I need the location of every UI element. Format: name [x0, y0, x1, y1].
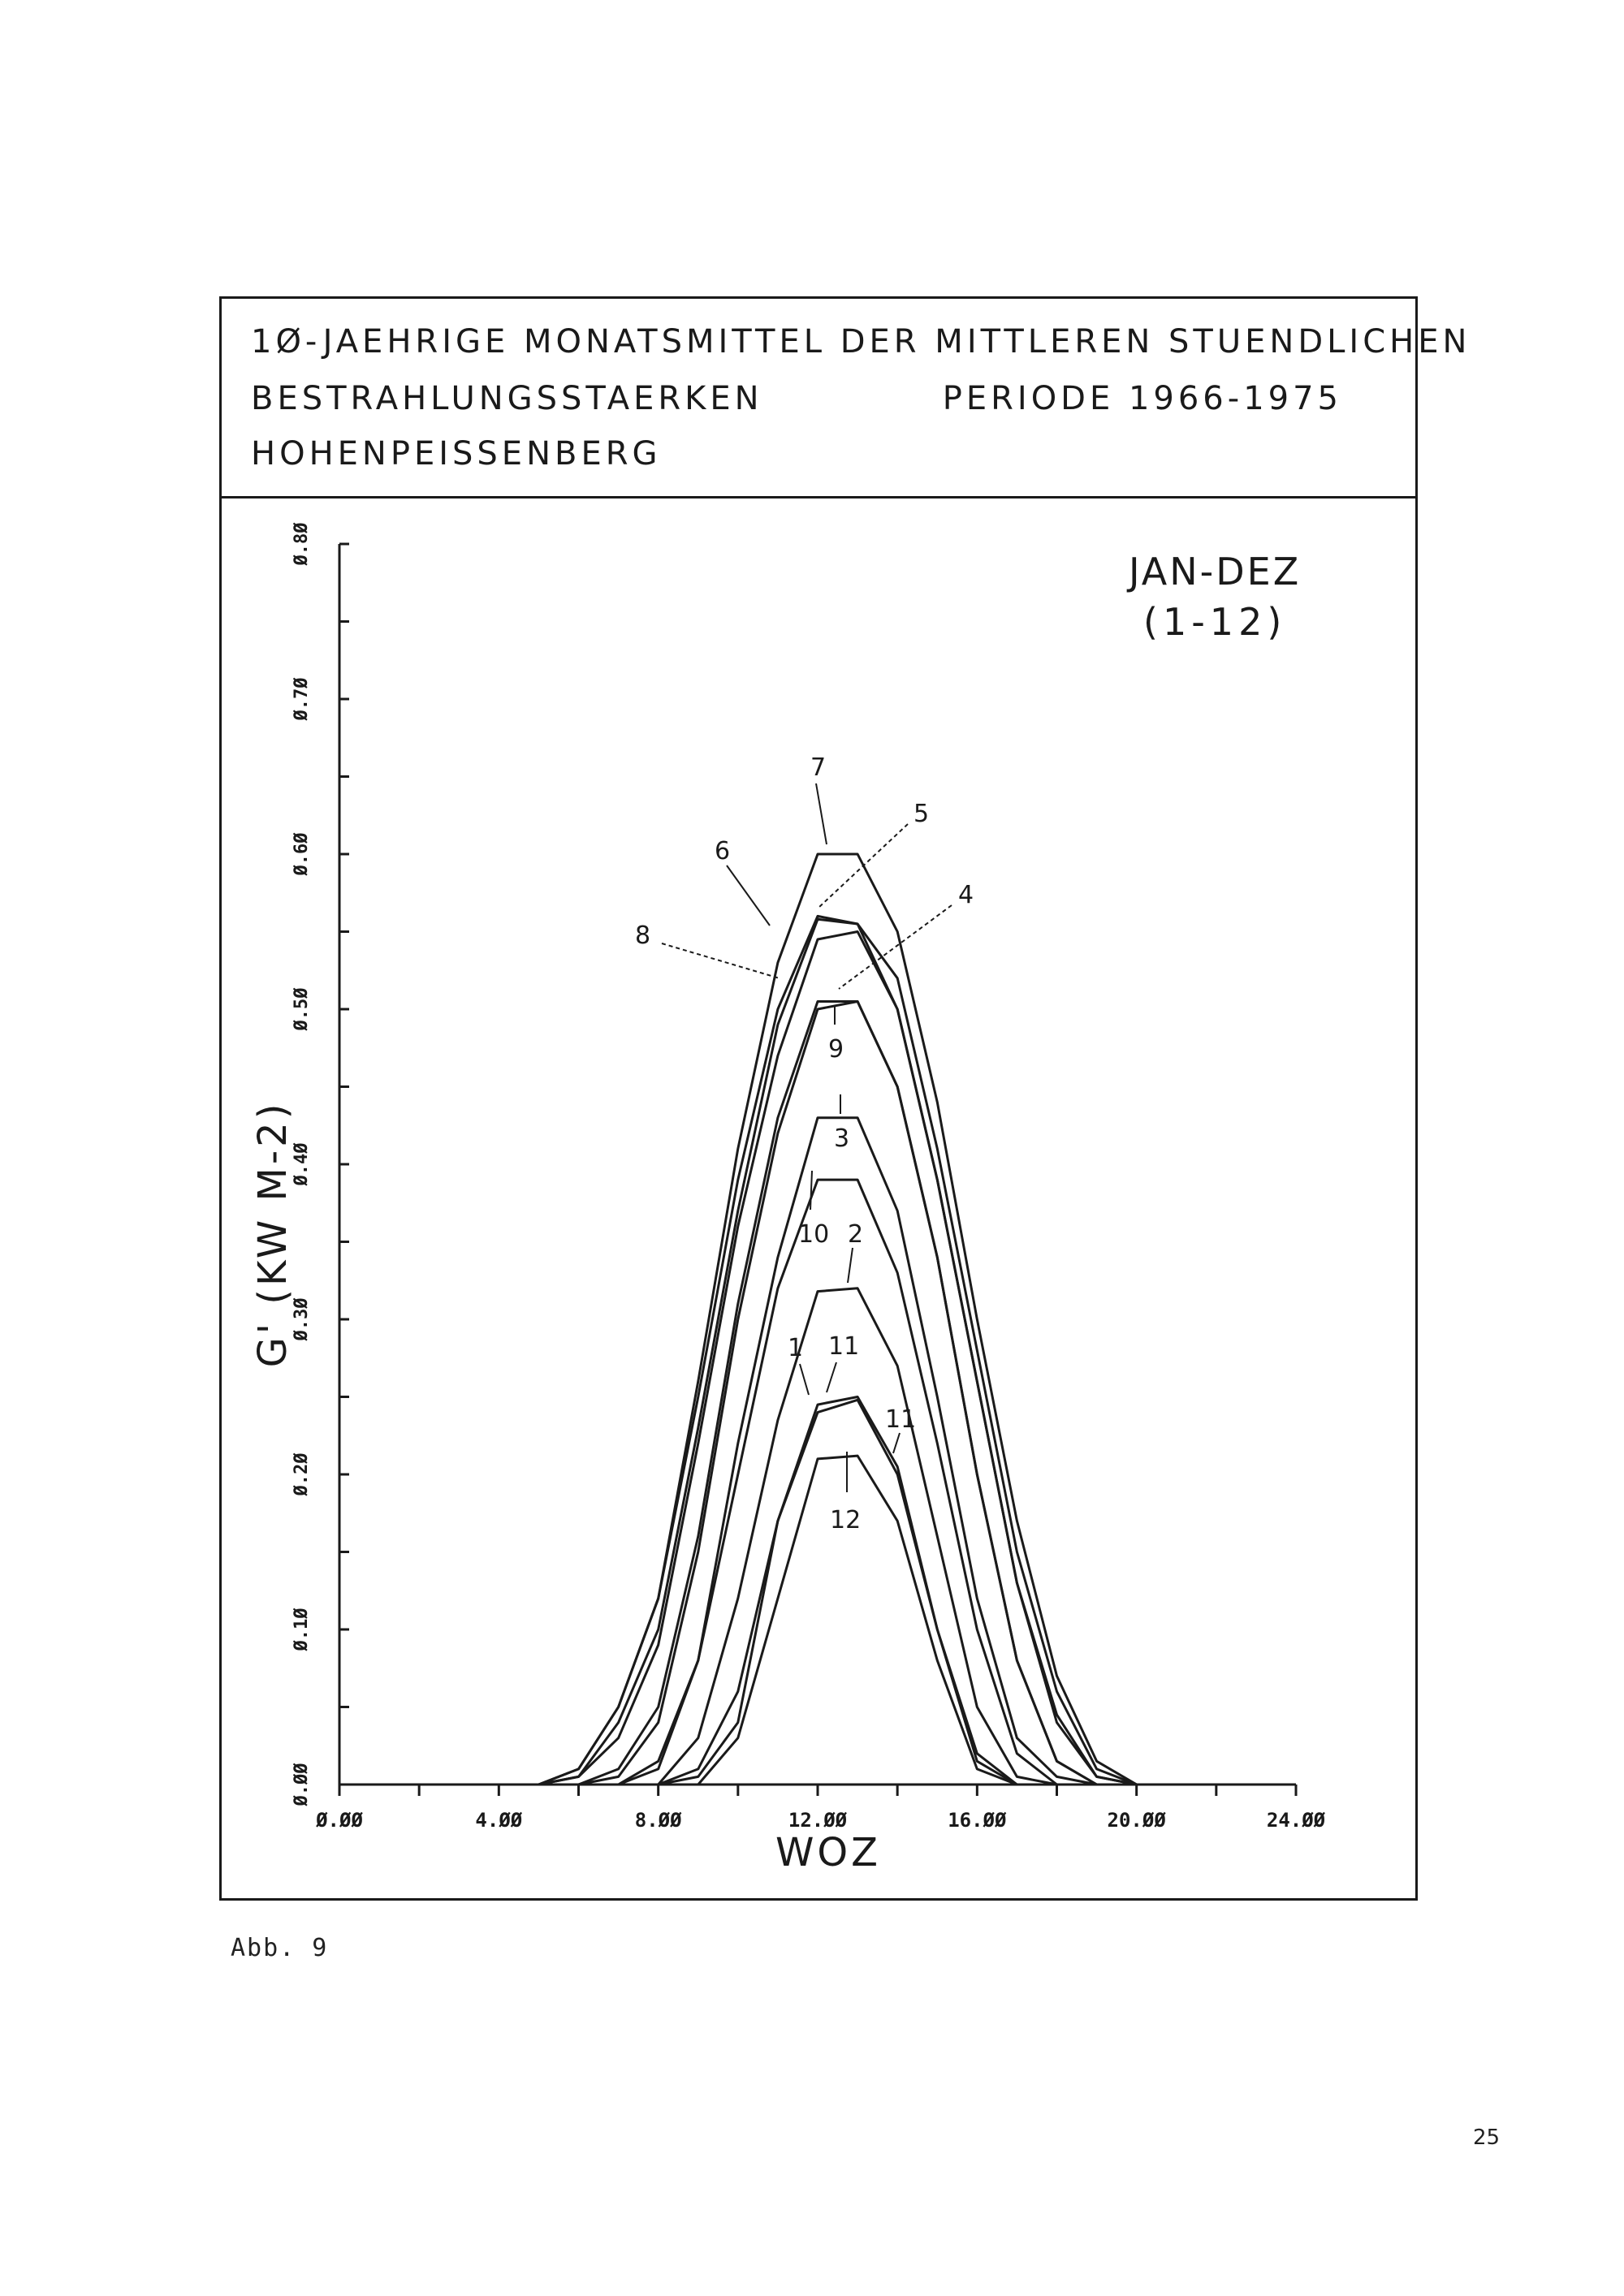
curve-label-leader: [800, 1364, 809, 1395]
curve-label-leader: [816, 783, 827, 844]
chart-curve-labels: [635, 753, 974, 1534]
y-tick-label: Ø.ØØ: [292, 1763, 312, 1806]
x-tick-label: 24.ØØ: [1266, 1809, 1326, 1832]
y-axis-label: G' (KW M-2): [250, 1100, 296, 1368]
y-tick-label: Ø.8Ø: [292, 522, 312, 566]
y-tick-label: Ø.3Ø: [292, 1297, 312, 1341]
x-tick-label: 16.ØØ: [948, 1809, 1007, 1832]
curve-label-11: 11: [828, 1332, 860, 1361]
title-line-3: HOHENPEISSENBERG: [251, 435, 662, 473]
curve-label-leader: [810, 1171, 812, 1210]
curve-label-6: 6: [715, 837, 731, 865]
figure-caption: Abb. 9: [231, 1934, 329, 1962]
series-line-3: [499, 1118, 1177, 1785]
y-tick-label: Ø.2Ø: [292, 1452, 312, 1496]
page-number: 25: [1473, 2126, 1501, 2150]
y-tick-label: Ø.1Ø: [292, 1608, 312, 1651]
x-axis-label: WOZ: [775, 1830, 882, 1875]
title-line-1: 1Ø-JAEHRIGE MONATSMITTEL DER MITTLEREN STUENDLICHEN: [251, 323, 1471, 360]
y-tick-label: Ø.6Ø: [292, 832, 312, 876]
x-tick-label: 20.ØØ: [1107, 1809, 1166, 1832]
chart-curves: [499, 854, 1177, 1785]
curve-label-7: 7: [810, 753, 827, 782]
series-line-10: [499, 1180, 1177, 1785]
y-tick-label: Ø.7Ø: [292, 677, 312, 721]
curve-label-leader: [893, 1433, 900, 1453]
curve-label-8: 8: [635, 921, 651, 950]
series-line-2: [499, 1288, 1177, 1785]
title-line-2-left: BESTRAHLUNGSSTAERKEN: [251, 380, 763, 417]
curve-label-leader: [662, 943, 780, 978]
x-tick-label: Ø.ØØ: [316, 1809, 363, 1832]
y-tick-label: Ø.4Ø: [292, 1142, 312, 1186]
series-line-7: [499, 854, 1177, 1785]
curve-label-leader: [727, 865, 770, 926]
curve-label-leader: [848, 1248, 853, 1283]
chart-annotation-range: (1-12): [1143, 600, 1287, 644]
y-tick-label: Ø.5Ø: [292, 987, 312, 1031]
curve-label-5: 5: [914, 800, 930, 828]
curve-label-11: 11: [885, 1405, 917, 1434]
curve-label-1: 1: [788, 1334, 804, 1362]
chart-axes: [292, 522, 1326, 1832]
curve-label-4: 4: [958, 881, 974, 909]
curve-label-leader: [827, 1362, 836, 1392]
title-line-2-right: PERIODE 1966-1975: [942, 380, 1342, 417]
curve-label-3: 3: [834, 1124, 850, 1153]
x-tick-label: 8.ØØ: [634, 1809, 682, 1832]
curve-label-12: 12: [830, 1506, 862, 1534]
curve-label-10: 10: [798, 1220, 830, 1249]
x-tick-label: 12.ØØ: [788, 1809, 848, 1832]
curve-label-leader: [818, 824, 908, 908]
x-tick-label: 4.ØØ: [475, 1809, 523, 1832]
curve-label-9: 9: [828, 1035, 844, 1064]
curve-label-2: 2: [848, 1220, 864, 1249]
chart-annotation-months: JAN-DEZ: [1129, 550, 1302, 593]
